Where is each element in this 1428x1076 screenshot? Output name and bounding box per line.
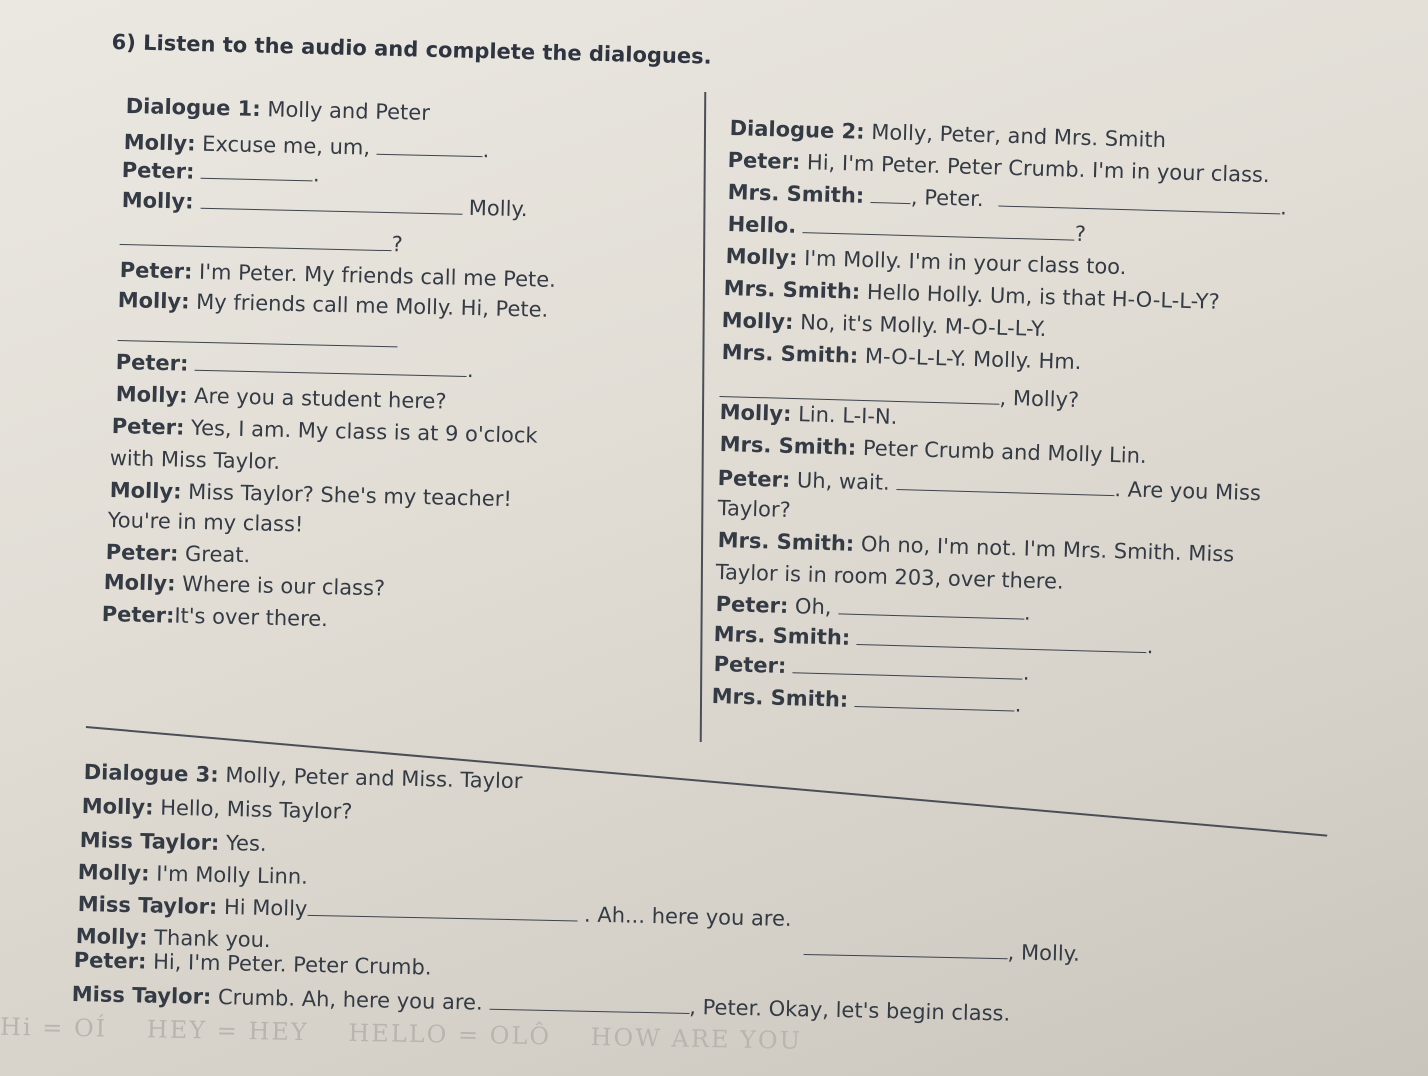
dialogue-2-line: Hello. ?	[727, 212, 1087, 246]
dialogue-1-names: Molly and Peter	[267, 97, 431, 125]
dialogue-2-line: Peter: Uh, wait. . Are you Miss	[717, 466, 1262, 506]
dialogue-3-line: Peter: Hi, I'm Peter. Peter Crumb.	[73, 948, 432, 980]
dialogue-1-heading	[125, 94, 430, 125]
dialogue-2-line: Taylor is in room 203, over there.	[715, 560, 1064, 594]
dialogue-2-line: Mrs. Smith: Peter Crumb and Molly Lin.	[719, 432, 1147, 468]
answer-blank[interactable]	[200, 190, 462, 215]
dialogue-1-line: Peter: I'm Peter. My friends call me Pete.	[119, 258, 557, 292]
dialogue-2-line: Molly: No, it's Molly. M-O-L-L-Y.	[721, 308, 1047, 342]
answer-blank[interactable]	[838, 595, 1024, 619]
dialogue-2-line: , Molly?	[719, 378, 1079, 412]
answer-blank[interactable]	[195, 352, 467, 377]
dialogue-1-line: Molly: Molly.	[121, 188, 528, 222]
dialogue-3-label: Dialogue 3:	[83, 760, 219, 787]
dialogue-2-line: Molly: Lin. L-I-N.	[719, 400, 898, 429]
dialogue-3-line: Molly: Hello, Miss Taylor?	[81, 794, 353, 824]
dialogue-2-line: Peter: Hi, I'm Peter. Peter Crumb. I'm in your class.	[727, 148, 1270, 188]
dialogue-1-label: Dialogue 1:	[125, 94, 261, 122]
dialogue-1-line: with Miss Taylor.	[109, 446, 281, 474]
dialogue-3-line: Miss Taylor: Crumb. Ah, here you are. , Peter. Okay, let's begin class.	[71, 982, 1011, 1026]
column-divider	[700, 92, 706, 742]
dialogue-3-names: Molly, Peter and Miss. Taylor	[225, 762, 523, 794]
dialogue-1-line	[117, 322, 397, 352]
dialogue-1-line: Peter: Yes, I am. My class is at 9 o'clock	[111, 414, 538, 448]
dialogue-2-line: Peter: .	[713, 652, 1030, 685]
dialogue-2-line: Mrs. Smith: , Peter. .	[727, 180, 1288, 220]
dialogue-1-line: Molly: Miss Taylor? She's my teacher!	[109, 478, 513, 512]
dialogue-3-line: Molly: I'm Molly Linn.	[77, 860, 309, 889]
dialogue-2-heading	[729, 116, 1166, 152]
answer-blank[interactable]	[855, 688, 1015, 711]
exercise-title: 6) Listen to the audio and complete the dialogues.	[111, 30, 712, 69]
answer-blank[interactable]	[998, 188, 1280, 215]
answer-blank[interactable]	[489, 991, 689, 1014]
answer-blank[interactable]	[307, 897, 577, 922]
dialogue-1-line: Molly: Where is our class?	[103, 570, 386, 601]
dialogue-1-line: Peter:It's over there.	[101, 602, 329, 632]
dialogue-2-line: Mrs. Smith: .	[711, 684, 1022, 717]
dialogue-1-line: Molly: Excuse me, um, .	[123, 130, 490, 163]
pencil-handwriting: Hi = OÍ HEY = HEY HELLO = OLÔ HOW ARE YOU	[0, 1012, 803, 1055]
dialogue-2-line: Peter: Oh, .	[715, 592, 1032, 625]
answer-blank[interactable]	[201, 160, 313, 182]
dialogue-1-line: Peter: Great.	[105, 540, 251, 568]
answer-blank[interactable]	[118, 322, 398, 347]
dialogue-3-line: Molly: Thank you.	[75, 924, 271, 953]
answer-blank[interactable]	[871, 184, 912, 204]
dialogue-3-line: , Molly.	[803, 936, 1080, 966]
dialogue-2-line: Mrs. Smith: Hello Holly. Um, is that H-O-L-L-Y?	[723, 276, 1221, 314]
answer-blank[interactable]	[803, 214, 1075, 241]
dialogue-2-line: Mrs. Smith: Oh no, I'm not. I'm Mrs. Smith. Miss	[717, 528, 1235, 567]
dialogue-1-line: Molly: My friends call me Molly. Hi, Pete.	[117, 288, 549, 322]
answer-blank[interactable]	[857, 626, 1147, 653]
answer-blank[interactable]	[377, 136, 483, 157]
dialogue-1-line: Peter: .	[121, 158, 320, 187]
dialogue-1-line: Peter: .	[115, 350, 474, 383]
answer-blank[interactable]	[896, 471, 1114, 496]
dialogue-2-names: Molly, Peter, and Mrs. Smith	[870, 119, 1167, 153]
dialogue-1-line: ?	[119, 226, 403, 256]
dialogue-2-line: Mrs. Smith: .	[713, 622, 1154, 659]
dialogue-2-line: Mrs. Smith: M-O-L-L-Y. Molly. Hm.	[721, 340, 1082, 375]
answer-blank[interactable]	[793, 654, 1023, 679]
answer-blank[interactable]	[804, 936, 1008, 959]
dialogue-2-line: Molly: I'm Molly. I'm in your class too.	[725, 244, 1127, 280]
dialogue-1-line: You're in my class!	[107, 508, 304, 537]
dialogue-3-line: Miss Taylor: Yes.	[79, 828, 267, 856]
dialogue-2-line: Taylor?	[717, 496, 792, 523]
dialogue-2-label: Dialogue 2:	[729, 116, 865, 144]
dialogue-3-line: Miss Taylor: Hi Molly . Ah... here you are.	[77, 892, 792, 931]
dialogue-3-heading	[83, 760, 522, 793]
dialogue-1-line: Molly: Are you a student here?	[115, 382, 447, 414]
answer-blank[interactable]	[120, 226, 392, 251]
